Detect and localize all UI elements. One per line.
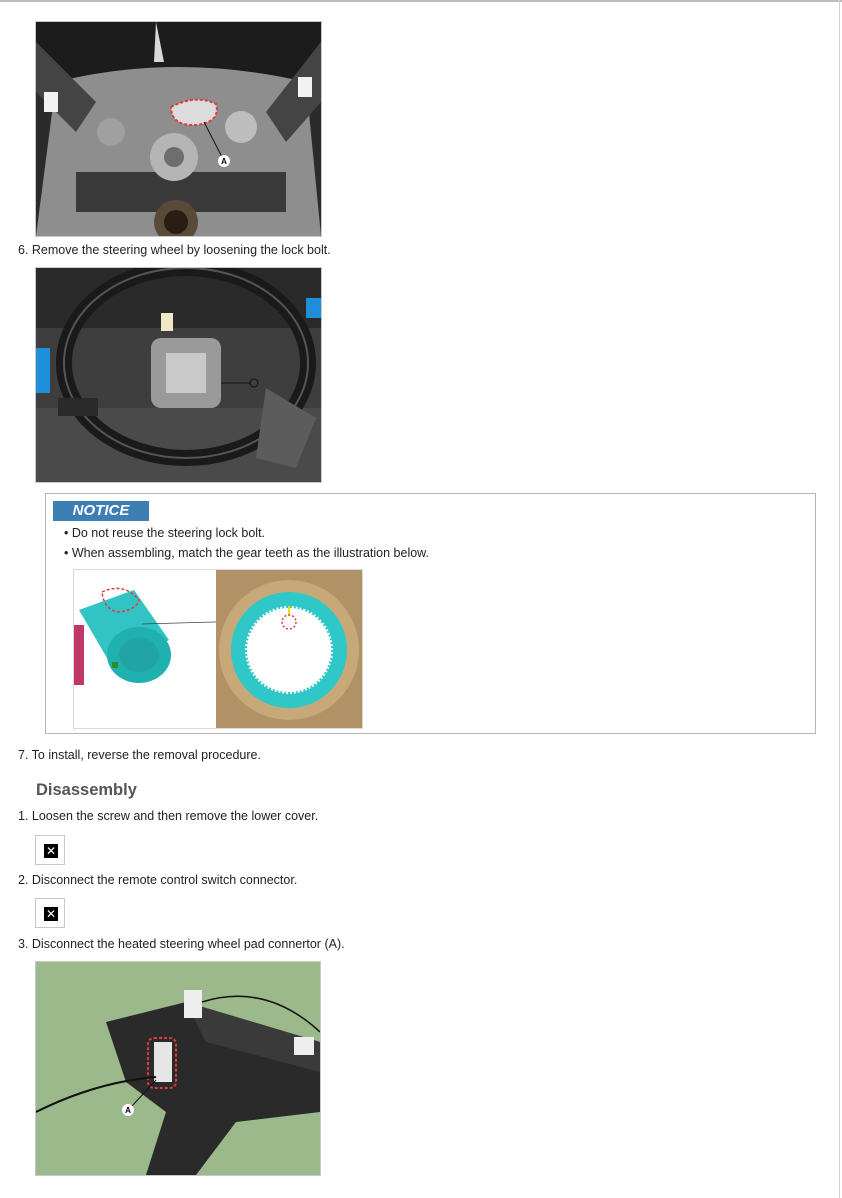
disassembly-step-3: 3. Disconnect the heated steering wheel pad connertor (A).: [18, 937, 345, 951]
notice-bullet-2: • When assembling, match the gear teeth as the illustration below.: [64, 546, 429, 560]
disassembly-step-2: 2. Disconnect the remote control switch connector.: [18, 873, 298, 887]
broken-image-icon: ✕: [45, 907, 57, 921]
heated-pad-connector-photo: [35, 961, 321, 1176]
steering-column-photo: [35, 21, 322, 237]
step-6: 6. Remove the steering wheel by loosening the lock bolt.: [18, 243, 331, 257]
notice-tag: NOTICE: [53, 501, 149, 521]
top-photo-callout: A: [221, 157, 227, 166]
disassembly-heading: Disassembly: [36, 781, 137, 799]
bottom-photo-callout: A: [125, 1106, 131, 1115]
right-rule: [839, 0, 840, 1198]
broken-image-2: [35, 898, 65, 928]
broken-image-1: [35, 835, 65, 865]
top-rule: [0, 0, 842, 2]
steering-wheel-photo: [35, 267, 322, 483]
disassembly-step-1: 1. Loosen the screw and then remove the lower cover.: [18, 809, 319, 823]
broken-image-icon: ✕: [45, 844, 57, 858]
step-7: 7. To install, reverse the removal procedure.: [18, 748, 261, 762]
notice-bullet-1: • Do not reuse the steering lock bolt.: [64, 526, 266, 540]
gear-teeth-illustration: [73, 569, 363, 729]
notice-box: [45, 493, 816, 734]
